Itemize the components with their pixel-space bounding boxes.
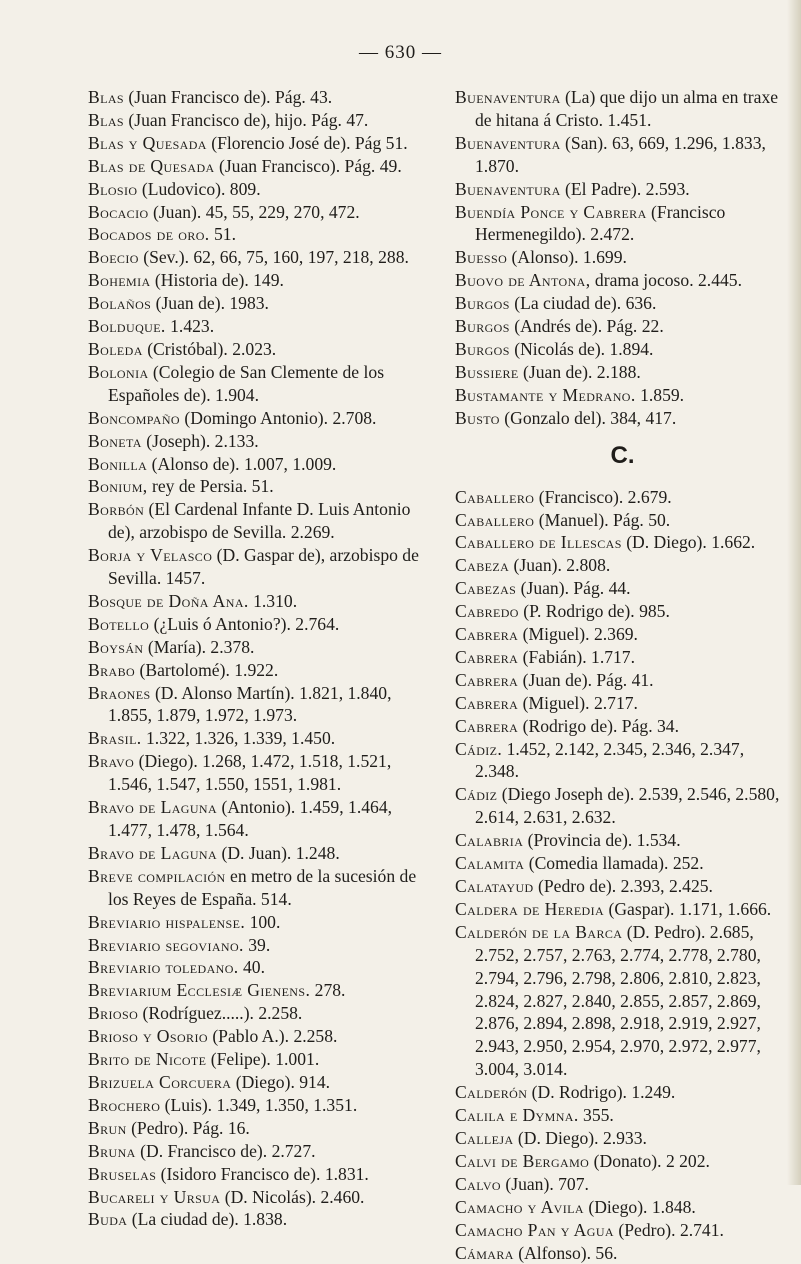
index-entry-references: 100. (245, 912, 280, 932)
index-entry-heading: Brasil. (88, 728, 142, 748)
index-entry-heading: Brioso (88, 1003, 138, 1023)
index-entry-heading: Bucareli y Ursua (88, 1187, 220, 1207)
index-entry (88, 430, 423, 453)
index-entry-heading: Burgos (455, 316, 510, 336)
index-entry-references: (Domingo Antonio). 2.708. (180, 408, 376, 428)
index-entry-references: 39. (244, 935, 270, 955)
index-entry-references: (Diego). 914. (231, 1072, 330, 1092)
index-entry-references: (Juan de). Pág. 41. (518, 670, 653, 690)
index-entry-heading: Cabrera (455, 693, 518, 713)
index-entry (455, 531, 790, 554)
index-entry-heading: Bonium, (88, 476, 148, 496)
index-entry-heading: Bolaños (88, 293, 151, 313)
index-entry (88, 132, 423, 155)
index-entry (455, 246, 790, 269)
index-entry-references: (Juan). Pág. 44. (516, 578, 630, 598)
index-entry-references: (Joseph). 2.133. (142, 431, 259, 451)
index-entry-references: (Alonso). 1.699. (507, 247, 627, 267)
index-entry-heading: Bosque de Doña Ana. (88, 591, 249, 611)
index-entry-references: (D. Francisco de). 2.727. (136, 1141, 316, 1161)
index-entry-heading: Botello (88, 614, 149, 634)
index-entry (88, 750, 423, 796)
index-entry-heading: Brizuela Corcuera (88, 1072, 231, 1092)
index-entry-heading: Brun (88, 1118, 127, 1138)
index-column-left (88, 86, 423, 1231)
index-entry-heading: Cabrera (455, 624, 518, 644)
index-entry-heading: Bonilla (88, 454, 147, 474)
index-entry-heading: Caballero (455, 510, 534, 530)
index-entry (455, 600, 790, 623)
index-entry-heading: Busto (455, 408, 500, 428)
index-entry-references: (La) que dijo un alma en traxe de hitana á Cristo. 1.451. (475, 87, 778, 130)
index-entry-heading: Cabeza (455, 555, 509, 575)
index-entries-b (455, 86, 790, 430)
index-entry (88, 86, 423, 109)
index-entry-heading: Bruselas (88, 1164, 156, 1184)
page-number: — 630 — (0, 42, 801, 64)
index-entry (455, 623, 790, 646)
index-entry (455, 875, 790, 898)
section-letter-c: C. (455, 444, 790, 468)
index-entry-references: (Miguel). 2.369. (518, 624, 638, 644)
index-entry-heading: Bruna (88, 1141, 136, 1161)
index-entry-heading: Buenaventura (455, 179, 561, 199)
index-entry-heading: Breviario toledano. (88, 957, 239, 977)
index-entry (455, 1127, 790, 1150)
index-entry-heading: Buenaventura (455, 87, 561, 107)
index-entry-references: (Felipe). 1.001. (206, 1049, 319, 1069)
index-entry (88, 842, 423, 865)
index-entry-references: drama jocoso. 2.445. (591, 270, 742, 290)
index-entry-heading: Borbón (88, 499, 144, 519)
index-entry-references: (Rodríguez.....). 2.258. (138, 1003, 302, 1023)
index-entry-heading: Boleda (88, 339, 143, 359)
index-entry-references: (Historia de). 149. (151, 270, 284, 290)
index-entry-references: (D. Rodrigo). 1.249. (527, 1082, 675, 1102)
index-entry-references: (Rodrigo de). Pág. 34. (518, 716, 679, 736)
index-entry-heading: Brioso y Osorio (88, 1026, 208, 1046)
index-entry-references: (Francisco). 2.679. (534, 487, 671, 507)
index-entry-heading: Bolduque. (88, 316, 166, 336)
index-entry (455, 898, 790, 921)
index-entry-heading: Bocados de oro. (88, 224, 210, 244)
index-entry-heading: Cabrera (455, 670, 518, 690)
index-entry-references: (Colegio de San Clemente de los Españoles de). 1.904. (108, 362, 384, 405)
index-entry-heading: Borja y Velasco (88, 545, 212, 565)
index-entry-heading: Brabo (88, 660, 135, 680)
index-entry (88, 1163, 423, 1186)
index-entry-heading: Blas (88, 110, 124, 130)
index-entry (88, 636, 423, 659)
index-entry-references: (Alfonso). 56. (514, 1243, 618, 1263)
index-entry-heading: Blas (88, 87, 124, 107)
index-entry-heading: Buda (88, 1209, 127, 1229)
index-entry-references: (Cristóbal). 2.023. (143, 339, 276, 359)
index-entry-heading: Bustamante y Medrano. (455, 385, 636, 405)
index-entry-references: (Fabián). 1.717. (518, 647, 635, 667)
index-entry-references: (Donato). 2 202. (589, 1151, 710, 1171)
index-entry-references: (Miguel). 2.717. (518, 693, 638, 713)
index-entry (88, 361, 423, 407)
index-entry-heading: Caballero (455, 487, 534, 507)
index-entry-references: 278. (310, 980, 345, 1000)
index-entry-references: (D. Gaspar de), arzobispo de Sevilla. 1457. (108, 545, 419, 588)
index-entry (455, 509, 790, 532)
index-entry-references: (Juan). 45, 55, 229, 270, 472. (149, 202, 360, 222)
index-entry (88, 338, 423, 361)
index-entry (455, 692, 790, 715)
index-entry-heading: Cabrera (455, 716, 518, 736)
index-entry (88, 865, 423, 911)
index-entry (88, 109, 423, 132)
index-entry-heading: Calvi de Bergamo (455, 1151, 589, 1171)
index-entry-heading: Bohemia (88, 270, 151, 290)
index-entry (88, 934, 423, 957)
index-entry-references: (Manuel). Pág. 50. (534, 510, 670, 530)
index-entry-heading: Camacho y Avila (455, 1197, 584, 1217)
index-entry-references: (Francisco Hermenegildo). 2.472. (475, 202, 725, 245)
index-column-right (455, 86, 790, 1264)
index-entry (455, 292, 790, 315)
index-entry-references: (Juan de). 1983. (151, 293, 269, 313)
index-entry-heading: Buesso (455, 247, 507, 267)
index-entry-heading: Bocacio (88, 202, 149, 222)
index-entry-references: (La ciudad de). 1.838. (127, 1209, 287, 1229)
index-entry-references: (San). 63, 669, 1.296, 1.833, 1.870. (475, 133, 766, 176)
index-entry-references: (Pedro de). 2.393, 2.425. (534, 876, 713, 896)
index-entry (455, 646, 790, 669)
index-entry-heading: Bravo de Laguna (88, 843, 217, 863)
index-entry (88, 796, 423, 842)
index-entry-heading: Boysán (88, 637, 143, 657)
index-entry-references: (Sev.). 62, 66, 75, 160, 197, 218, 288. (139, 247, 409, 267)
index-entry-references: (D. Pedro). 2.685, 2.752, 2.757, 2.763, 2.774, 2.778, 2.780, 2.794, 2.796, 2.798, 2.806, 2.810, 2.823, 2.824, 2.827, 2.840, 2.855, 2.857, 2.869, 2.876, 2.894, 2.898, 2.918, 2.919, 2.927, 2.943, 2.950, 2.954, 2.970, 2.972, 2.977, 3.004, 3.014. (475, 922, 761, 1079)
index-entry-references: (Nicolás de). 1.894. (510, 339, 654, 359)
index-entry-heading: Caballero de Illescas (455, 532, 622, 552)
index-entry-references: (Provincia de). 1.534. (523, 830, 680, 850)
index-entry-heading: Burgos (455, 293, 510, 313)
index-entry (88, 613, 423, 636)
index-entry-references: 1.452, 2.142, 2.345, 2.346, 2.347, 2.348. (475, 739, 744, 782)
index-entry (455, 384, 790, 407)
index-entry-heading: Cabrera (455, 647, 518, 667)
index-entry (88, 315, 423, 338)
index-entry (88, 682, 423, 728)
index-entry (455, 315, 790, 338)
index-entry (88, 956, 423, 979)
index-entry-references: (Juan). 2.808. (509, 555, 610, 575)
index-entry (455, 361, 790, 384)
index-entry-heading: Breviarium Ecclesiæ Gienens. (88, 980, 310, 1000)
index-entry-heading: Calderón (455, 1082, 527, 1102)
index-entry-references: (María). 2.378. (143, 637, 254, 657)
index-entry (88, 407, 423, 430)
index-entry-references: (El Cardenal Infante D. Luis Antonio de), arzobispo de Sevilla. 2.269. (108, 499, 410, 542)
index-entry-references: (¿Luis ó Antonio?). 2.764. (149, 614, 339, 634)
index-entry (88, 269, 423, 292)
index-entry (88, 1140, 423, 1163)
index-entry-heading: Calila e Dymna. (455, 1105, 579, 1125)
index-entry-heading: Calvo (455, 1174, 501, 1194)
index-entry-references: (Andrés de). Pág. 22. (510, 316, 664, 336)
index-entry-references: 1.322, 1.326, 1.339, 1.450. (142, 728, 336, 748)
index-entry (455, 1173, 790, 1196)
index-entry (455, 178, 790, 201)
index-entry-heading: Bravo (88, 751, 134, 771)
index-entry-heading: Cádiz (455, 784, 497, 804)
index-entry-references: (Comedia llamada). 252. (524, 853, 703, 873)
index-entry-heading: Burgos (455, 339, 510, 359)
index-entry-references: (Gonzalo del). 384, 417. (500, 408, 676, 428)
index-entry-references: (Diego). 1.848. (584, 1197, 696, 1217)
index-entry-references: (La ciudad de). 636. (510, 293, 657, 313)
index-entry (455, 921, 790, 1081)
index-entry (455, 715, 790, 738)
index-entry (455, 852, 790, 875)
index-entry-heading: Breve compilación (88, 866, 226, 886)
index-entry-references: (Juan Francisco). Pág. 49. (215, 156, 402, 176)
index-entry-heading: Cádiz. (455, 739, 502, 759)
index-entry-references: 355. (579, 1105, 614, 1125)
index-entry (455, 1242, 790, 1264)
index-entry-references: 1.859. (636, 385, 684, 405)
index-entry-references: (Juan de). 2.188. (519, 362, 641, 382)
index-entry (88, 498, 423, 544)
index-entry-heading: Buenaventura (455, 133, 561, 153)
index-entry-heading: Cabezas (455, 578, 516, 598)
index-entry (455, 829, 790, 852)
index-entry-references: (D. Diego). 2.933. (514, 1128, 647, 1148)
index-entry (455, 783, 790, 829)
index-entry (88, 1071, 423, 1094)
index-entry-heading: Cámara (455, 1243, 514, 1263)
index-entry-heading: Breviario segoviano. (88, 935, 244, 955)
index-entry-references: 51. (210, 224, 236, 244)
index-entry-references: (Diego Joseph de). 2.539, 2.546, 2.580, 2.614, 2.631, 2.632. (475, 784, 779, 827)
index-entry-references: (Bartolomé). 1.922. (135, 660, 278, 680)
index-entry-heading: Calamita (455, 853, 524, 873)
index-entry (88, 178, 423, 201)
index-entry-references: (Luis). 1.349, 1.350, 1.351. (160, 1095, 357, 1115)
index-entry (88, 1117, 423, 1140)
index-entry-references: (P. Rodrigo de). 985. (519, 601, 670, 621)
index-entry (88, 1094, 423, 1117)
index-entry (88, 246, 423, 269)
index-entry (88, 453, 423, 476)
index-entry-heading: Blosio (88, 179, 137, 199)
index-entry (455, 738, 790, 784)
index-entry (455, 269, 790, 292)
index-entry-heading: Buendía Ponce y Cabrera (455, 202, 647, 222)
index-entry-references: 1.423. (166, 316, 214, 336)
index-entry-heading: Blas y Quesada (88, 133, 207, 153)
index-entry-references: (Pedro). Pág. 16. (127, 1118, 250, 1138)
index-entry-heading: Boncompaño (88, 408, 180, 428)
index-entry-heading: Bravo de Laguna (88, 797, 217, 817)
index-entry-heading: Blas de Quesada (88, 156, 215, 176)
index-entry-references: (Gaspar). 1.171, 1.666. (604, 899, 771, 919)
index-entry-references: rey de Persia. 51. (148, 476, 274, 496)
index-entry-heading: Cabredo (455, 601, 519, 621)
index-entry-heading: Brochero (88, 1095, 160, 1115)
index-entry (88, 292, 423, 315)
index-entry-references: (Alonso de). 1.007, 1.009. (147, 454, 336, 474)
index-entry (455, 201, 790, 247)
index-entry (455, 1104, 790, 1127)
index-entry-heading: Boecio (88, 247, 139, 267)
index-entry-references: (Pablo A.). 2.258. (208, 1026, 338, 1046)
index-entry (455, 486, 790, 509)
index-entry (455, 1150, 790, 1173)
index-entry-heading: Boneta (88, 431, 142, 451)
index-entry-heading: Calderón de la Barca (455, 922, 622, 942)
index-entry (88, 590, 423, 613)
index-entry (88, 911, 423, 934)
index-entry (88, 155, 423, 178)
index-entry-references: (Juan). 707. (501, 1174, 589, 1194)
index-entry (455, 86, 790, 132)
index-entry-references: 40. (239, 957, 265, 977)
index-entry (88, 223, 423, 246)
index-entry (88, 1208, 423, 1231)
index-entry-references: (Diego). 1.268, 1.472, 1.518, 1.521, 1.546, 1.547, 1.550, 1551, 1.981. (108, 751, 391, 794)
index-entry (88, 1002, 423, 1025)
index-entry (88, 659, 423, 682)
index-entry-references: (Florencio José de). Pág 51. (207, 133, 408, 153)
index-entry (455, 554, 790, 577)
index-entry (455, 577, 790, 600)
index-entry-references: (Antonio). 1.459, 1.464, 1.477, 1.478, 1.564. (108, 797, 392, 840)
index-entry (455, 338, 790, 361)
index-entry (455, 1196, 790, 1219)
index-entry-heading: Braones (88, 683, 151, 703)
index-entry (88, 544, 423, 590)
index-entry (88, 475, 423, 498)
index-entry-heading: Calabria (455, 830, 523, 850)
index-entry-references: (Pedro). 2.741. (614, 1220, 724, 1240)
index-entry (455, 132, 790, 178)
index-entry (455, 1219, 790, 1242)
index-entry-references: (D. Diego). 1.662. (622, 532, 755, 552)
index-entry-references: (El Padre). 2.593. (561, 179, 690, 199)
index-entry (88, 201, 423, 224)
index-entry (88, 727, 423, 750)
index-entry (455, 407, 790, 430)
index-entry (88, 979, 423, 1002)
index-entry-references: (Juan Francisco de), hijo. Pág. 47. (124, 110, 368, 130)
index-entry (455, 669, 790, 692)
index-entry-references: 1.310. (249, 591, 297, 611)
index-entry-heading: Brito de Nicote (88, 1049, 206, 1069)
index-entry-references: (D. Juan). 1.248. (217, 843, 340, 863)
index-entry-heading: Breviario hispalense. (88, 912, 245, 932)
index-entry (88, 1025, 423, 1048)
index-entry-heading: Buovo de Antona, (455, 270, 591, 290)
index-entry-heading: Camacho Pan y Agua (455, 1220, 614, 1240)
index-entry (88, 1048, 423, 1071)
index-entries-c (455, 486, 790, 1264)
index-entry-references: (Juan Francisco de). Pág. 43. (124, 87, 332, 107)
index-entry-heading: Calatayud (455, 876, 534, 896)
index-entry-heading: Bolonia (88, 362, 149, 382)
index-entry-references: (D. Nicolás). 2.460. (220, 1187, 364, 1207)
index-entry-references: (Ludovico). 809. (137, 179, 260, 199)
index-entry (455, 1081, 790, 1104)
index-entry-heading: Calleja (455, 1128, 514, 1148)
index-entry-heading: Caldera de Heredia (455, 899, 604, 919)
index-entry-references: (Isidoro Francisco de). 1.831. (156, 1164, 369, 1184)
page-edge-stain (787, 0, 801, 1185)
index-entry-references: (D. Alonso Martín). 1.821, 1.840, 1.855, 1.879, 1.972, 1.973. (108, 683, 391, 726)
index-entry-heading: Bussiere (455, 362, 519, 382)
index-entry-references: en metro de la sucesión de los Reyes de España. 514. (108, 866, 416, 909)
index-entry (88, 1186, 423, 1209)
